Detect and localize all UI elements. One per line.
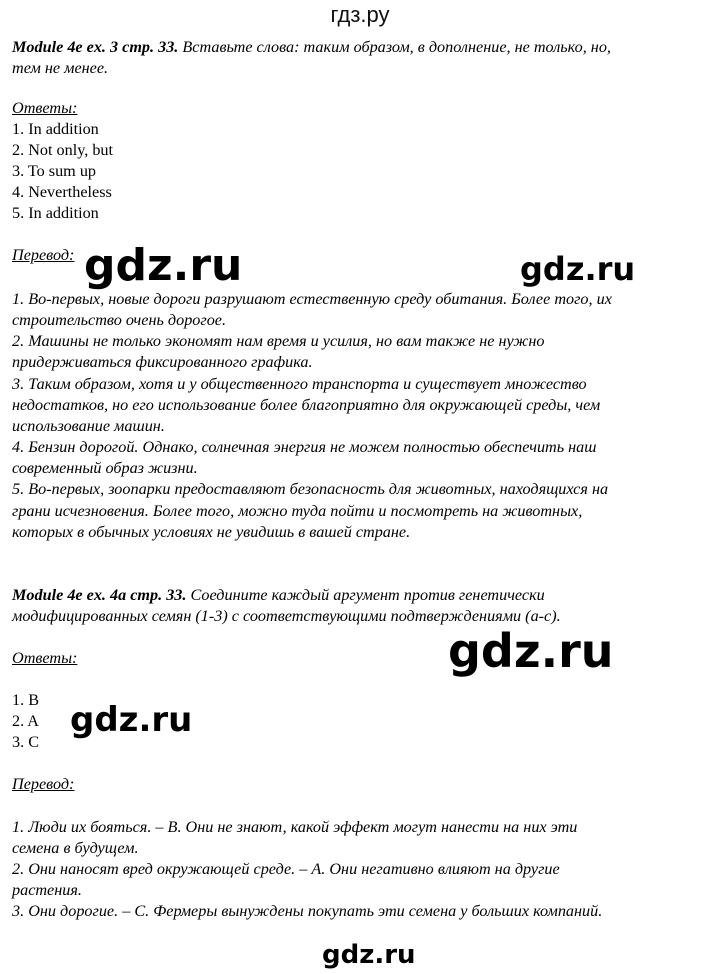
task-1-module-label: Module 4e ex. 3 стр. 33. — [12, 38, 179, 56]
translation-line: растения. — [12, 881, 82, 899]
answer-item: 5. In addition — [12, 204, 99, 222]
translation-line: которых в обычных условиях не увидишь в вашей стране. — [12, 523, 411, 541]
translation-heading-2: Перевод: — [12, 775, 75, 793]
answer-item: 2. A — [12, 712, 39, 730]
task-1-line-2: тем не менее. — [12, 59, 109, 77]
watermark-logo: gdz.ru — [520, 250, 636, 288]
translation-line: 5. Во-первых, зоопарки предоставляют безопасность для животных, находящихся на — [12, 480, 609, 498]
translation-line: 4. Бензин дорогой. Однако, солнечная энергия не можем полностью обеспечить наш — [12, 438, 597, 456]
answer-item: 3. C — [12, 733, 39, 751]
answer-item: 1. B — [12, 691, 39, 709]
task-2-text: Соедините каждый аргумент против генетически — [190, 586, 545, 604]
watermark-logo: gdz.ru — [448, 624, 614, 678]
translation-line: использование машин. — [12, 417, 165, 435]
translation-line: 3. Они дорогие. – C. Фермеры вынуждены покупать эти семена у больших компаний. — [12, 902, 603, 920]
watermark-logo: gdz.ru — [322, 940, 416, 970]
translation-line: 2. Машины не только экономят нам время и усилия, но вам также не нужно — [12, 332, 545, 350]
translation-line: семена в будущем. — [12, 839, 139, 857]
site-header: гдз.ру — [330, 2, 390, 27]
translation-line: 1. Люди их бояться. – B. Они не знают, какой эффект могут нанести на них эти — [12, 818, 578, 836]
translation-line: недостатков, но его использование более благоприятно для окружающей среды, чем — [12, 396, 601, 414]
translation-line: 3. Таким образом, хотя и у общественного транспорта и существует множество — [12, 375, 587, 393]
translation-line: придерживаться фиксированного графика. — [12, 353, 313, 371]
task-1-text: Вставьте слова: таким образом, в дополнение, не только, но, — [182, 38, 611, 56]
translation-line: 2. Они наносят вред окружающей среде. – A. Они негативно влияют на другие — [12, 860, 560, 878]
answer-item: 1. In addition — [12, 120, 99, 138]
translation-line: строительство очень дорогое. — [12, 311, 227, 329]
translation-line: грани исчезновения. Более того, можно туда пойти и посмотреть на животных, — [12, 502, 583, 520]
answers-heading-1: Ответы: — [12, 99, 78, 117]
translation-line: 1. Во-первых, новые дороги разрушают естественную среду обитания. Более того, их — [12, 290, 612, 308]
translation-heading-1: Перевод: — [12, 246, 75, 264]
task-1-line-1 — [12, 37, 611, 58]
answer-item: 4. Nevertheless — [12, 183, 112, 201]
task-2-module-label: Module 4e ex. 4a стр. 33. — [12, 586, 187, 604]
watermark-logo: gdz.ru — [70, 700, 193, 740]
answer-item: 2. Not only, but — [12, 141, 114, 159]
translation-line: современный образ жизни. — [12, 459, 198, 477]
answers-heading-2: Ответы: — [12, 649, 78, 667]
task-2-line-1 — [12, 585, 545, 606]
answer-item: 3. To sum up — [12, 162, 97, 180]
task-2-line-2: модифицированных семян (1-3) с соответствующими подтверждениями (a-c). — [12, 607, 561, 625]
watermark-logo: gdz.ru — [84, 240, 243, 291]
